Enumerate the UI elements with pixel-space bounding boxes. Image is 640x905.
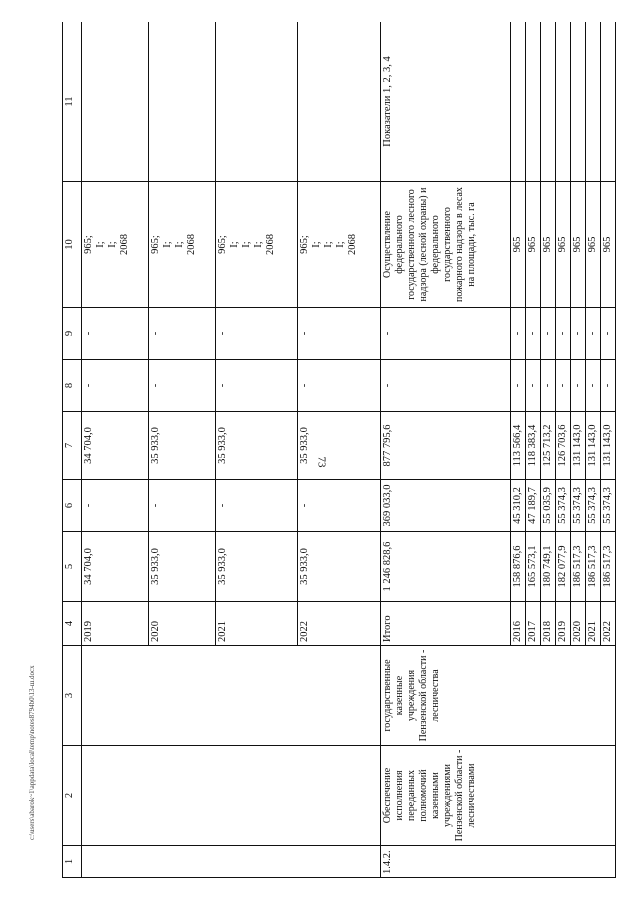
cell-value: 113 566,4 bbox=[511, 412, 526, 480]
cell-value: 126 703,6 bbox=[556, 412, 571, 480]
cell-value: - bbox=[148, 308, 215, 360]
table-row bbox=[82, 22, 149, 878]
cell-value: - bbox=[586, 308, 601, 360]
column-number: 9 bbox=[63, 308, 82, 360]
cell-value: 55 035,9 bbox=[541, 480, 556, 532]
cell-total-value: 877 795,6 bbox=[381, 412, 511, 480]
cell-empty bbox=[215, 22, 298, 182]
cell-value: 186 517,3 bbox=[601, 532, 616, 602]
cell-value: 55 374,3 bbox=[556, 480, 571, 532]
cell-value: - bbox=[526, 308, 541, 360]
column-number: 7 bbox=[63, 412, 82, 480]
cell-total-value: 369 033,0 bbox=[381, 480, 511, 532]
cell-value: - bbox=[571, 308, 586, 360]
cell-indicator-value: 965; I; I; I; 2068 bbox=[215, 182, 298, 308]
cell-value: 34 704,0 bbox=[82, 532, 149, 602]
cell-value: 118 383,4 bbox=[526, 412, 541, 480]
cell-empty bbox=[511, 22, 526, 182]
cell-value: - bbox=[148, 360, 215, 412]
cell-value: - bbox=[215, 308, 298, 360]
cell-indicator-value: 965 bbox=[541, 182, 556, 308]
cell-indicator-value: 965; I; I; 2068 bbox=[82, 182, 149, 308]
cell-indicator-value: 965 bbox=[526, 182, 541, 308]
cell-indicator-value: 965 bbox=[571, 182, 586, 308]
cell-indicator-value: 965 bbox=[511, 182, 526, 308]
cell-empty bbox=[82, 22, 149, 182]
cell-value: 55 374,3 bbox=[586, 480, 601, 532]
cell-year: 2022 bbox=[601, 602, 616, 646]
cell-value: 186 517,3 bbox=[586, 532, 601, 602]
cell-value: 131 143,0 bbox=[601, 412, 616, 480]
cell-indicator-value: 965; I; I; I; 2068 bbox=[298, 182, 381, 308]
cell-total-value: - bbox=[381, 308, 511, 360]
cell-value: 182 077,9 bbox=[556, 532, 571, 602]
cell-value: - bbox=[601, 308, 616, 360]
cell-empty bbox=[556, 22, 571, 182]
cell-value: 47 189,7 bbox=[526, 480, 541, 532]
cell-value: - bbox=[215, 360, 298, 412]
table-row-total bbox=[381, 22, 511, 878]
cell-value: 158 876,6 bbox=[511, 532, 526, 602]
cell-year: 2018 bbox=[541, 602, 556, 646]
cell-value: 35 933,0 bbox=[215, 532, 298, 602]
cell-value: 186 517,3 bbox=[571, 532, 586, 602]
footer-file-path: c:\users\abarok~1\appdata\local\temp\notes8794b0\13-ш.docx bbox=[28, 665, 36, 840]
cell-year: 2019 bbox=[82, 602, 149, 646]
cell-value: 131 143,0 bbox=[586, 412, 601, 480]
column-number-row bbox=[63, 22, 82, 878]
cell-indicator-description: Осуществление федерального государственного лесного надзора (лесной охраны) и федерального государственного пожарного надзора в лесах на площади, тыс. га bbox=[381, 182, 511, 308]
cell-year: 2019 bbox=[556, 602, 571, 646]
cell-empty bbox=[601, 22, 616, 182]
cell-value: - bbox=[298, 308, 381, 360]
cell-measure-name: Обеспечение исполнения переданных полномочий казенными учреждениями Пензенской области - лесничествами bbox=[381, 746, 616, 846]
cell-indicator-value: 965 bbox=[556, 182, 571, 308]
cell-section-number: 1.4.2. bbox=[381, 846, 616, 878]
cell-value: - bbox=[215, 480, 298, 532]
program-table bbox=[62, 22, 616, 878]
column-number: 5 bbox=[63, 532, 82, 602]
cell-value: - bbox=[601, 360, 616, 412]
cell-year: 2020 bbox=[148, 602, 215, 646]
cell-empty bbox=[148, 22, 215, 182]
column-number: 4 bbox=[63, 602, 82, 646]
cell-value: - bbox=[556, 360, 571, 412]
cell-value: 165 573,1 bbox=[526, 532, 541, 602]
column-number: 1 bbox=[63, 846, 82, 878]
cell-value: 35 933,0 bbox=[298, 412, 381, 480]
cell-year: 2016 bbox=[511, 602, 526, 646]
cell-empty bbox=[541, 22, 556, 182]
cell-empty bbox=[586, 22, 601, 182]
cell-value: 55 374,3 bbox=[601, 480, 616, 532]
cell-value: - bbox=[298, 480, 381, 532]
cell-value: - bbox=[571, 360, 586, 412]
cell-value: - bbox=[541, 308, 556, 360]
cell-value: - bbox=[526, 360, 541, 412]
cell-year: 2017 bbox=[526, 602, 541, 646]
cell-executor: государственные казенные учреждения Пензенской области - лесничества bbox=[381, 646, 616, 746]
cell-total-value: 1 246 828,6 bbox=[381, 532, 511, 602]
cell-value: 55 374,3 bbox=[571, 480, 586, 532]
cell-value: 131 143,0 bbox=[571, 412, 586, 480]
cell-empty bbox=[82, 646, 381, 746]
cell-value: 35 933,0 bbox=[148, 532, 215, 602]
cell-value: - bbox=[148, 480, 215, 532]
cell-value: 35 933,0 bbox=[215, 412, 298, 480]
cell-value: - bbox=[298, 360, 381, 412]
column-number: 2 bbox=[63, 746, 82, 846]
cell-total-label: Итого bbox=[381, 602, 511, 646]
cell-value: - bbox=[82, 360, 149, 412]
cell-value: 125 713,2 bbox=[541, 412, 556, 480]
cell-empty bbox=[298, 22, 381, 182]
column-number: 10 bbox=[63, 182, 82, 308]
cell-value: - bbox=[586, 360, 601, 412]
cell-value: 45 310,2 bbox=[511, 480, 526, 532]
cell-empty bbox=[526, 22, 541, 182]
cell-value: - bbox=[511, 360, 526, 412]
cell-total-value: - bbox=[381, 360, 511, 412]
page-number: 73 bbox=[315, 456, 328, 468]
cell-year: 2022 bbox=[298, 602, 381, 646]
cell-empty bbox=[571, 22, 586, 182]
cell-year: 2021 bbox=[215, 602, 298, 646]
cell-indicator-value: 965; I; I; 2068 bbox=[148, 182, 215, 308]
cell-value: - bbox=[541, 360, 556, 412]
cell-indicator-value: 965 bbox=[601, 182, 616, 308]
cell-indicator-value: 965 bbox=[586, 182, 601, 308]
column-number: 11 bbox=[63, 22, 82, 182]
column-number: 6 bbox=[63, 480, 82, 532]
cell-year: 2020 bbox=[571, 602, 586, 646]
cell-value: 34 704,0 bbox=[82, 412, 149, 480]
cell-empty bbox=[82, 846, 381, 878]
cell-value: - bbox=[82, 480, 149, 532]
cell-value: 180 749,1 bbox=[541, 532, 556, 602]
cell-indicators-ref: Показатели 1, 2, 3, 4 bbox=[381, 22, 511, 182]
cell-year: 2021 bbox=[586, 602, 601, 646]
cell-value: - bbox=[82, 308, 149, 360]
cell-value: - bbox=[556, 308, 571, 360]
column-number: 8 bbox=[63, 360, 82, 412]
cell-value: 35 933,0 bbox=[298, 532, 381, 602]
cell-value: - bbox=[511, 308, 526, 360]
cell-empty bbox=[82, 746, 381, 846]
column-number: 3 bbox=[63, 646, 82, 746]
table-container bbox=[62, 22, 616, 878]
cell-value: 35 933,0 bbox=[148, 412, 215, 480]
